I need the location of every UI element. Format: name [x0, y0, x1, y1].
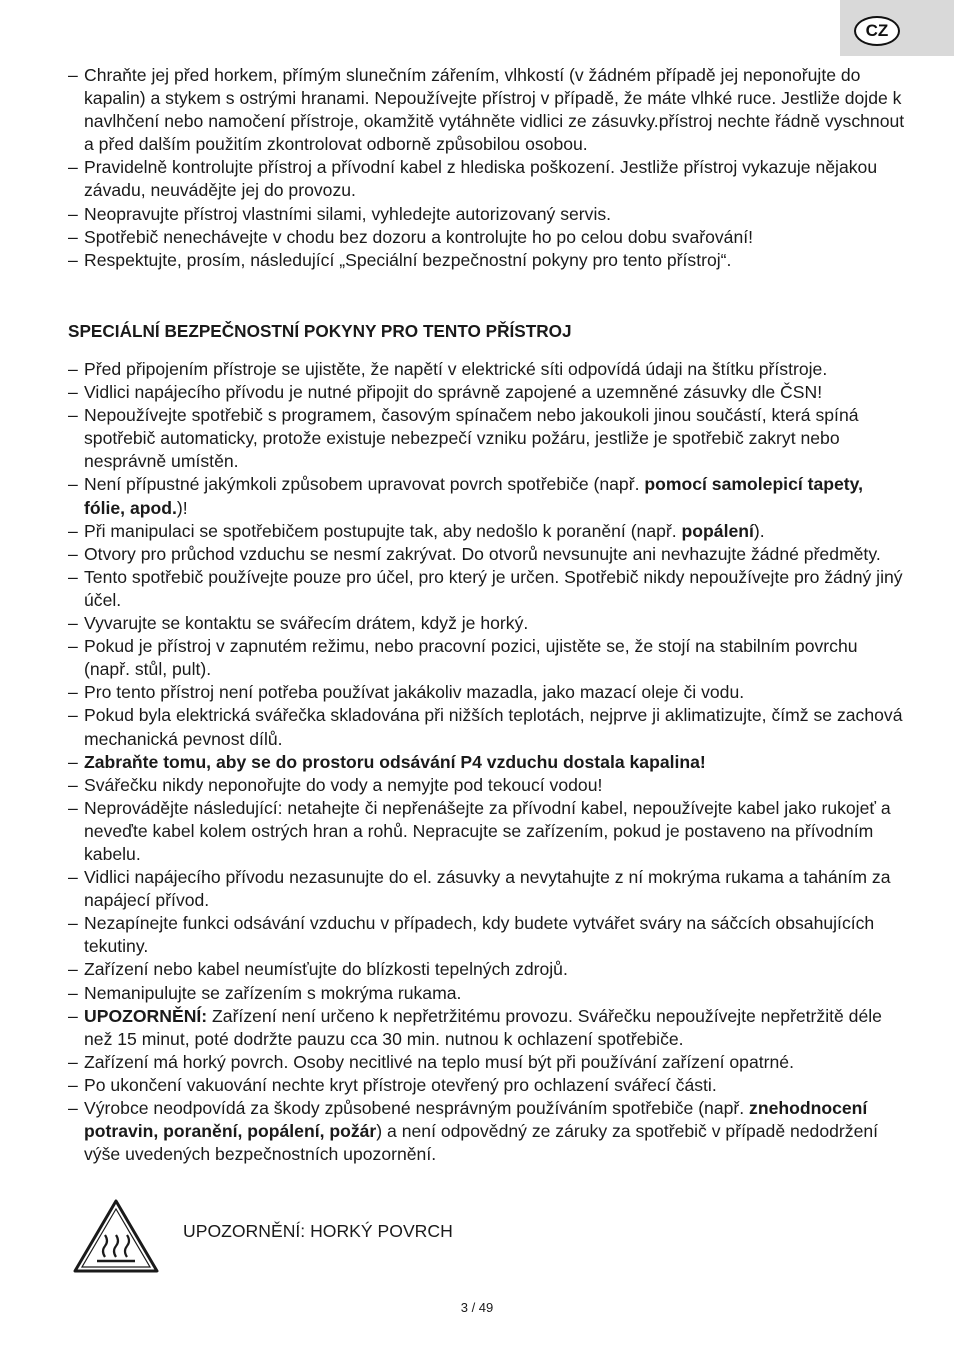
page-number: 3 / 49 [460, 1300, 494, 1315]
list-item: – Pravidelně kontrolujte přístroj a přívodní kabel z hlediska poškození. Jestliže přístroj vykazuje nějakou závadu, neuvádějte jej do provozu. [68, 156, 908, 202]
list-item: – Tento spotřebič používejte pouze pro účel, pro který je určen. Spotřebič nikdy nepoužívejte pro žádný jiný účel. [68, 566, 908, 612]
list-item: – Nemanipulujte se zařízením s mokrýma rukama. [68, 982, 908, 1005]
list-item: – Před připojením přístroje se ujistěte, že napětí v elektrické síti odpovídá údaji na štítku přístroje. [68, 358, 908, 381]
list-item: – Chraňte jej před horkem, přímým slunečním zářením, vlhkostí (v žádném případě jej neponořujte do kapalin) a stykem s ostrými hranami. Nepoužívejte přístroj v případě, že máte vlhké ruce. Jestliže dojde k navlhčení nebo namočení přístroje, okamžitě vytáhněte vidlici ze zásuvky.přístroj nechte řádně vyschnout a před dalším použitím zkontrolovat odborně způsobilou osobou. [68, 64, 908, 156]
bold-text: popálení [681, 520, 754, 541]
list-item: – Nezapínejte funkci odsávání vzduchu v případech, kdy budete vytvářet sváry na sáčcích obsahujících tekutiny. [68, 912, 908, 958]
list-item: – Vidlici napájecího přívodu nezasunujte do el. zásuvky a nevytahujte z ní mokrýma rukama a taháním za napájecí přívod. [68, 866, 908, 912]
language-tab [840, 0, 954, 56]
list-item: – Otvory pro průchod vzduchu se nesmí zakrývat. Do otvorů nevsunujte ani nevhazujte žádné předměty. [68, 543, 908, 566]
list-item: – Vyvarujte se kontaktu se svářecím drátem, když je horký. [68, 612, 908, 635]
list-item [68, 751, 908, 774]
list-item: – UPOZORNĚNÍ: Zařízení není určeno k nepřetržitému provozu. Svářečku nepoužívejte nepřetržitě déle než 15 minut, poté dodržte pauzu cca 30 min. nutnou k ochlazení spotřebiče. [68, 1005, 908, 1051]
language-badge: CZ [854, 16, 900, 46]
list-item: – Neopravujte přístroj vlastními silami, vyhledejte autorizovaný servis. [68, 203, 908, 226]
bold-text: UPOZORNĚNÍ: [84, 1005, 208, 1026]
section-heading: SPECIÁLNÍ BEZPEČNOSTNÍ POKYNY PRO TENTO PŘÍSTROJ [68, 321, 572, 341]
list-item: – Při manipulaci se spotřebičem postupujte tak, aby nedošlo k poranění (např. popálení). [68, 520, 908, 543]
bold-text: pomocí samolepicí tapety, fólie, apod. [84, 474, 864, 518]
list-item: – Po ukončení vakuování nechte kryt přístroje otevřený pro ochlazení svářecí části. [68, 1074, 908, 1097]
list-item: – Svářečku nikdy neponořujte do vody a nemyjte pod tekoucí vodou! [68, 774, 908, 797]
safety-list-special [68, 358, 908, 1166]
list-item: – Není přípustné jakýmkoli způsobem upravovat povrch spotřebiče (např. pomocí samolepicí tapety, fólie, apod.)! [68, 473, 908, 519]
list-item: – Spotřebič nenechávejte v chodu bez dozoru a kontrolujte ho po celou dobu svařování! [68, 226, 908, 249]
hot-surface-warning-icon [72, 1198, 160, 1274]
safety-list-general [68, 64, 908, 272]
list-item: – Pokud byla elektrická svářečka skladována při nižších teplotách, nejprve ji aklimatizujte, čímž se zachová mechanická pevnost dílů. [68, 704, 908, 750]
list-item: – Neprovádějte následující: netahejte či nepřenášejte za přívodní kabel, nepoužívejte kabel jako rukojeť a neveďte kabel kolem ostrých hran a rohů. Nepracujte se zařízením, pokud je postaveno na přívodním kabelu. [68, 797, 908, 866]
list-item: – Výrobce neodpovídá za škody způsobené nesprávným používáním spotřebiče (např. znehodnocení potravin, poranění, popálení, požár) a není odpovědný ze záruky za spotřebič v případě nedodržení výše uvedených bezpečnostních upozornění. [68, 1097, 908, 1166]
list-item: – Zařízení má horký povrch. Osoby necitlivé na teplo musí být při používání zařízení opatrné. [68, 1051, 908, 1074]
list-item: – Pro tento přístroj není potřeba používat jakákoliv mazadla, jako mazací oleje či vodu. [68, 681, 908, 704]
list-item: – Pokud je přístroj v zapnutém režimu, nebo pracovní pozici, ujistěte se, že stojí na stabilním povrchu (např. stůl, pult). [68, 635, 908, 681]
bold-text: znehodnocení potravin, poranění, popálení, požár [84, 1098, 868, 1142]
hot-surface-label: UPOZORNĚNÍ: HORKÝ POVRCH [183, 1221, 453, 1241]
list-item: – Zařízení nebo kabel neumísťujte do blízkosti tepelných zdrojů. [68, 958, 908, 981]
list-item: – Vidlici napájecího přívodu je nutné připojit do správně zapojené a uzemněné zásuvky dle ČSN! [68, 381, 908, 404]
bold-text: Zabraňte tomu, aby se do prostoru odsávání P4 vzduchu dostala kapalina! [84, 751, 706, 772]
list-item: – Nepoužívejte spotřebič s programem, časovým spínačem nebo jakoukoli jinou součástí, která spíná spotřebič automaticky, protože existuje nebezpečí vzniku požáru, jestliže je spotřebič zakryt nebo nesprávně umístěn. [68, 404, 908, 473]
list-item: – Respektujte, prosím, následující „Speciální bezpečnostní pokyny pro tento přístroj“. [68, 249, 908, 272]
